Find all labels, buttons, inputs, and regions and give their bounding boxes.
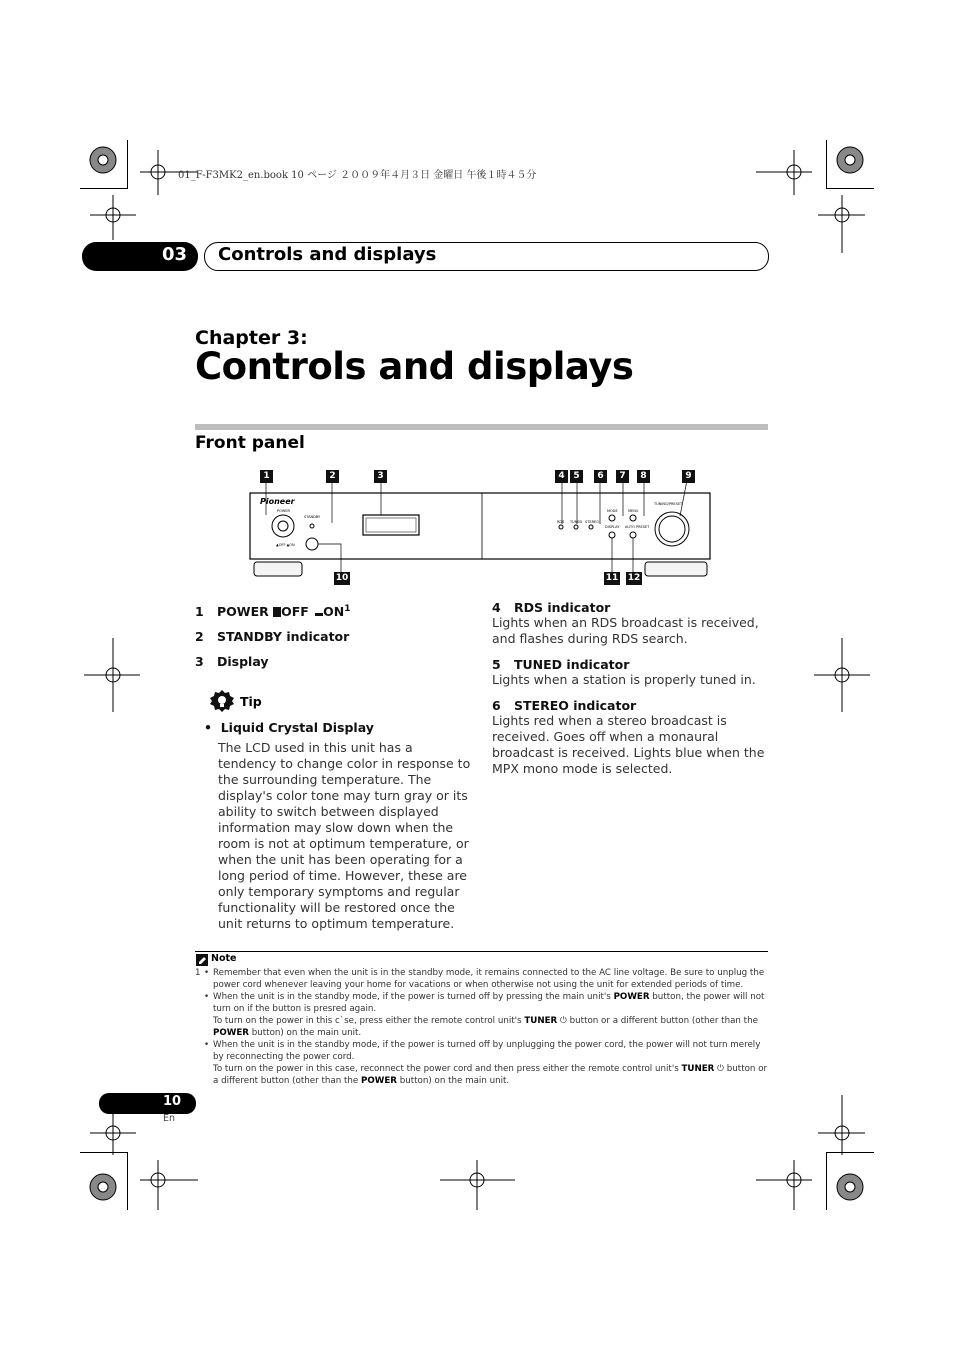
stereo-label: STEREO xyxy=(585,520,599,524)
tuned-description: Lights when a station is properly tuned in. xyxy=(492,672,756,687)
auto-preset-label: AUTO PRESET xyxy=(625,525,650,529)
callout-11: 11 xyxy=(605,573,619,583)
callout-9: 9 xyxy=(682,470,695,483)
note-text-1: Remember that even when the unit is in the standby mode, it remains connected to the AC line voltage. Be sure to unplug the power cord whenever leaving your home for vacations or when otherwise not using the unit for extended periods of time. xyxy=(213,968,765,990)
tuner-ref: TUNER xyxy=(681,1064,715,1074)
note-bullet: • xyxy=(204,968,210,978)
power-label: POWER xyxy=(277,509,290,513)
item-label: RDS indicator xyxy=(514,600,611,615)
rds-label: RDS xyxy=(557,520,565,524)
tuning-preset-label: TUNING/PRESET xyxy=(654,502,683,506)
callout-5: 5 xyxy=(570,470,583,483)
footnote-ref: 1 xyxy=(344,604,351,614)
note-footnote-number: 1 xyxy=(195,968,201,978)
front-panel-figure xyxy=(240,468,720,588)
item-label-off: OFF xyxy=(281,604,314,620)
callout-4: 4 xyxy=(555,470,568,483)
item-rds xyxy=(492,600,610,615)
tip-bullet-title-text: Liquid Crystal Display xyxy=(220,720,374,735)
title-rule xyxy=(195,424,768,430)
rds-description: Lights when an RDS broadcast is received, and flashes during RDS search. xyxy=(492,615,759,646)
item-number: 2 xyxy=(195,629,204,644)
item-label: TUNED indicator xyxy=(514,657,630,672)
section-title: Front panel xyxy=(195,433,305,453)
on-switch-icon xyxy=(315,613,323,616)
callout-7: 7 xyxy=(616,470,629,483)
callout-2: 2 xyxy=(326,470,339,483)
stereo-description: Lights red when a stereo broadcast is received. Goes off when a monaural broadcast is received. Lights blue when the MPX mono mode is selected. xyxy=(492,713,765,776)
callout-8: 8 xyxy=(637,470,650,483)
note-text-3c: ⏻ button or a different button (other than the xyxy=(213,1064,768,1086)
note-rule xyxy=(195,951,768,952)
tip-icon xyxy=(210,690,234,712)
callout-12: 12 xyxy=(627,573,641,583)
note-label: Note xyxy=(211,953,237,964)
page-title: Controls and displays xyxy=(195,345,634,388)
callout-1: 1 xyxy=(260,470,273,483)
note-icon xyxy=(196,954,208,966)
tip-bullet-title: • Liquid Crystal Display xyxy=(204,720,374,735)
power-ref: POWER xyxy=(213,1028,249,1038)
item-number: 6 xyxy=(492,698,501,713)
tuner-ref: TUNER xyxy=(524,1016,558,1026)
note-text-2c: To turn on the power in this c`se, press either the remote control unit's xyxy=(213,1016,525,1026)
item-power xyxy=(195,604,351,619)
off-switch-icon xyxy=(273,607,281,617)
note-text-3a: When the unit is in the standby mode, if the power is turned off by unplugging the power cord, the power will not turn merely by reconnecting the power cord. xyxy=(213,1040,761,1062)
note-text-3b: To turn on the power in this case, reconnect the power cord and then press either the remote control unit's xyxy=(213,1064,682,1074)
note-text-2 xyxy=(213,991,769,1039)
item-tuned xyxy=(492,657,629,672)
item-label: POWER xyxy=(217,604,274,620)
note-text-2d: ⏻ button or a different button (other than the xyxy=(557,1016,758,1026)
power-ref: POWER xyxy=(360,1076,397,1086)
print-info: 01_F-F3MK2_en.book 10 ページ ２００９年４月３日 金曜日 午後１時４５分 xyxy=(178,170,537,181)
callout-3: 3 xyxy=(374,470,387,483)
item-number: 4 xyxy=(492,600,501,615)
note-text-3d: button) on the main unit. xyxy=(396,1076,510,1086)
item-display xyxy=(195,654,269,669)
note-bullet: • xyxy=(204,992,210,1002)
note-bullet: • xyxy=(204,1040,210,1050)
callout-6: 6 xyxy=(594,470,607,483)
item-label-on: ON xyxy=(323,604,345,620)
note-text-3 xyxy=(213,1039,769,1087)
tip-label: Tip xyxy=(240,694,262,709)
note-text-2b: button, the power will not turn on if the button is presred again. xyxy=(213,992,765,1014)
tip-bullet-text: The LCD used in this unit has a tendency to change color in response to the surrounding temperature. The display's color tone may turn gray or its ability to switch between displayed information may slow down when the room is not at optimum temperature, or when the unit has been operating for a long period of time. However, these are only temporary symptoms and regular functionality will be restored once the unit returns to optimum temperature. xyxy=(218,740,471,931)
item-stereo xyxy=(492,698,636,713)
chapter-label: Chapter 3: xyxy=(195,327,308,349)
item-label: STEREO indicator xyxy=(514,698,637,713)
item-label: Display xyxy=(217,654,269,669)
power-ref: POWER xyxy=(613,992,650,1002)
menu-label: MENU xyxy=(628,509,639,513)
note-text-2e: button) on the main unit. xyxy=(248,1028,362,1038)
tuned-label: TUNED xyxy=(570,520,583,524)
brand-logo: Pioneer xyxy=(260,497,295,506)
off-on-label: ▲OFF ▲ON xyxy=(276,543,295,547)
item-number: 1 xyxy=(195,604,204,620)
note-text-2a: When the unit is in the standby mode, if the power is turned off by pressing the main unit's xyxy=(213,992,614,1002)
header-chapter-title: Controls and displays xyxy=(218,244,437,265)
display-label: DISPLAY xyxy=(605,525,620,529)
front-panel-drawing xyxy=(240,468,720,588)
callout-10: 10 xyxy=(335,573,349,583)
item-label: STANDBY indicator xyxy=(217,629,350,644)
item-number: 5 xyxy=(492,657,501,672)
page-number-tab xyxy=(99,1093,196,1114)
item-number: 3 xyxy=(195,654,204,669)
mode-label: MODE xyxy=(607,509,618,513)
chapter-number: 03 xyxy=(162,244,188,265)
page-number: 10 xyxy=(163,1094,182,1109)
item-standby xyxy=(195,629,349,644)
page-language: En xyxy=(163,1113,176,1124)
standby-label: STANDBY xyxy=(304,515,321,519)
